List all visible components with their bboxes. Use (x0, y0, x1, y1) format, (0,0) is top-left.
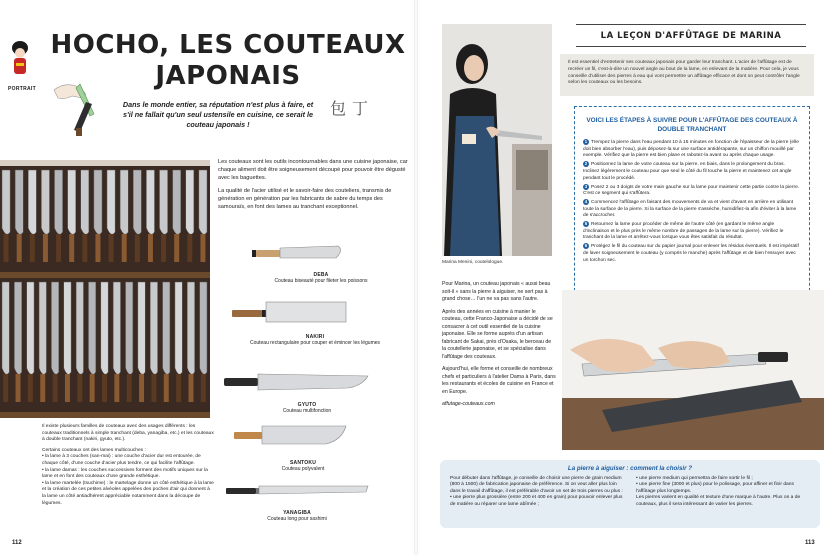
shop-knife-blade (76, 282, 83, 374)
step-item (583, 161, 801, 182)
shop-knife-handle (187, 234, 192, 262)
blade-types-text (42, 424, 214, 507)
shop-knife-blade (27, 282, 34, 374)
shop-knife-blade (163, 282, 170, 374)
title-line-2: JAPONAIS (155, 61, 301, 91)
photo-caption: Marina Menini, coutelologue. (442, 260, 504, 265)
knife-label-santoku (228, 460, 378, 473)
knife-name: YANAGIBA (283, 510, 311, 516)
step-item (583, 139, 801, 160)
shop-knife-blade (107, 170, 115, 234)
shop-knife-blade (187, 282, 194, 374)
shop-knife-handle (176, 374, 181, 402)
shop-knife-blade (2, 282, 9, 374)
choose-columns (450, 476, 810, 508)
choose-column-right: • une pierre medium qui permettra de faire sortir le fil ; • une pierre fine (3000 et plus) pour le polissage, pour affiner et finir dans l'affûtage plus longtemps. Les pierres varient en qualité et texture d'une marque à l'autre. Plus on a de couteaux, plus il sera intéressant de varier les pierres. (636, 476, 801, 507)
shop-knife-blade (199, 170, 207, 234)
shop-knife-blade (126, 282, 133, 374)
step-number-badge: 6 (584, 243, 588, 249)
lesson-intro-box: Il est essentiel d'entretenir ses couteaux japonais pour garder leur tranchant. L'acier de l'affûtage est de recréer un fil, c'est-à-dire un nouvel angle au bout de la lame, en enlevant de la matière. Pour cela, je vous conseille d'utiliser des pierres à eau qui vont permettre un affûtage efficace et dont on peut contrôler l'angle selon les couteaux ou les besoins. (560, 54, 814, 96)
knife-name: SANTOKU (289, 460, 317, 466)
shop-knife-handle (135, 234, 140, 262)
intro-paragraph-1: Les couteaux sont les outils incontournables dans une cuisine japonaise, car chaque aliment doit être soigneusement découpé pour pouvoir être dégusté avec les baguettes. (218, 159, 408, 182)
bullet-san-mai: • la lame à 3 couches (san-mai) : une couche d'acier dur est entourée, de chaque côté, d'une couche d'acier plus tendre, ce qui facilite l'affûtage. (42, 454, 201, 466)
shop-knife-blade (133, 170, 141, 234)
shop-knife-handle (65, 374, 70, 402)
shop-knife-handle (139, 374, 144, 402)
lesson-title: LA LEÇON D'AFFÛTAGE DE MARINA (576, 24, 806, 47)
title-line-1: HOCHO, LES COUTEAUX (50, 30, 406, 60)
intro-text (218, 158, 408, 217)
step-number-badge: 2 (584, 161, 588, 167)
knife-desc: Couteau rectangulaire pour couper et émincer les légumes (249, 340, 381, 347)
step-number-badge: 5 (584, 221, 588, 227)
shop-knife-handle (16, 374, 21, 402)
shop-knife-blade (113, 282, 120, 374)
bullet-tsuchime: • la lame martelée (tsuchime) : le martelage donne un côté esthétique à la lame et la création de ces petites alvéoles appelées des poches d'air qui donnent à la lame un côté antiadhérent appréciable notamment dans la découpe de légumes. (42, 480, 214, 506)
shop-knife-handle (127, 374, 132, 402)
shop-knife-blade (120, 170, 128, 234)
step-number-badge: 3 (584, 183, 588, 189)
shop-knife-handle (114, 374, 119, 402)
hand-holding-knife-illustration (50, 70, 112, 136)
shop-knife-handle (4, 234, 9, 262)
bio-paragraph-2: Après des années en cuisine à manier le couteau, cette Franco-Japonaise a décidé de se consacrer à cet outil essentiel de la cuisine japonaise. Elle se forme auprès d'un artisan fabricant de Sakai, près d'Osaka, le berceau de la coutellerie japonaise, et se spécialise dans l'affûtage des couteaux. (442, 308, 553, 360)
shop-knife-handle (43, 234, 48, 262)
shop-knife-blade (55, 170, 63, 234)
choose-column-left: Pour débuter dans l'affûtage, je conseille de choisir une pierre de grain medium (800 à 1500) de fabrication japonaise de préférence. Si on veut aller plus loin dans le travail d'affûtage, il est préférable d'avoir un set de trois pierres ou plus : • une pierre plus grossière (entre 200 et 400 en grain) pour pouvoir enlever plus de matière ou réparer une lame abîmée ; (450, 476, 623, 507)
marina-photo (442, 24, 552, 256)
shop-knife-handle (53, 374, 58, 402)
shop-knife-handle (40, 374, 45, 402)
knife-labels (218, 236, 414, 536)
website-link[interactable]: affutage-couteaux.com (442, 401, 495, 407)
shop-knife-blade (28, 170, 36, 234)
stone-choice-box (440, 460, 820, 528)
shop-knife-blade (15, 170, 23, 234)
shop-knife-blade (88, 282, 95, 374)
knife-name: DEBA (313, 272, 329, 278)
step-item (583, 199, 801, 220)
choose-title: La pierre à aiguiser : comment la choisir ? (567, 465, 693, 472)
shop-knife-blade (175, 282, 182, 374)
step-number-badge: 1 (584, 139, 588, 145)
steps-title: VOICI LES ÉTAPES À SUIVRE POUR L'AFFÛTAGE DES COUTEAUX À DOUBLE TRANCHANT (586, 117, 798, 133)
shop-knife-handle (188, 374, 193, 402)
sharpening-photo (562, 290, 824, 450)
shop-knife-handle (17, 234, 22, 262)
shop-knife-blade (138, 282, 145, 374)
knife-label-nakiri (240, 334, 390, 347)
shop-knife-blade (173, 170, 181, 234)
shop-knife-handle (90, 374, 95, 402)
shop-knife-blade (51, 282, 58, 374)
shop-knife-handle (28, 374, 33, 402)
intro-paragraph-2: La qualité de l'acier utilisé et le savoir-faire des couteliers, transmis de génération en génération par les fabricants de sabre du temps des samouraïs, en font des lames au tranchant exceptionnel. (218, 188, 392, 211)
shop-knife-handle (109, 234, 114, 262)
step-text: Protégez le fil du couteau sur du papier journal pour enlever les résidus éventuels. Il est impératif de laver soigneusement le couteau (y compris le manche) après l'affûtage et de bien l'essuyer avec un torchon sec. (583, 244, 799, 263)
shop-knife-blade (200, 282, 207, 374)
knife-name: NAKIRI (305, 334, 325, 340)
bio-paragraph-3: Aujourd'hui, elle forme et conseille de nombreux chefs et particuliers à l'atelier Dama à Paris, dans les restaurants et écoles de cuisine en France et en Europe. (442, 366, 556, 395)
step-text: Positionnez la lame de votre couteau sur la pierre, en biais, dans le prolongement du bras. Inclinez légèrement le couteau pour que seul le côté du fil touche la pierre et maintenez cet angle pendant tout le procédé. (583, 162, 792, 181)
step-number-badge: 4 (584, 199, 588, 205)
shop-knife-blade (14, 282, 21, 374)
shop-knife-handle (161, 234, 166, 262)
shop-knife-blade (150, 282, 157, 374)
knife-shop-photo (0, 160, 210, 418)
knife-desc: Couteau multifonction (282, 408, 332, 415)
knife-label-deba (246, 272, 396, 285)
shop-knife-handle (174, 234, 179, 262)
shop-knife-blade (41, 170, 49, 234)
shop-knife-handle (122, 234, 127, 262)
shop-knife-blade (101, 282, 108, 374)
shop-knife-handle (164, 374, 169, 402)
kanji-hocho: 包丁 (330, 99, 375, 118)
shop-knife-handle (30, 234, 35, 262)
shop-knife-handle (148, 234, 153, 262)
shop-knife-blade (94, 170, 102, 234)
shop-knife-blade (68, 170, 76, 234)
knife-desc: Couteau long pour sashimi (267, 516, 327, 523)
shop-knife-handle (69, 234, 74, 262)
shop-knife-handle (151, 374, 156, 402)
step-text: Commencez l'affûtage en faisant des mouvements de va et vient d'avant en arrière en utilisant toute la surface de la pierre. Si la surface de la pierre s'assèche, humidifiez-la afin d'éviter à la lame de s'accrocher. (583, 200, 797, 219)
step-item (583, 243, 801, 264)
shop-knife-handle (95, 234, 100, 262)
bio-paragraph-1: Pour Marina, un couteau japonais « aussi beau soit-il » sans la pierre à aiguiser, ne sert pas à grand chose… l'un ne va pas sans l'autre. (442, 281, 551, 302)
sharpening-steps-box (574, 106, 810, 306)
shop-knife-handle (3, 374, 8, 402)
knife-label-yanagiba (222, 510, 372, 523)
shop-knife-handle (201, 374, 206, 402)
shop-knife-blade (64, 282, 71, 374)
shop-knife-blade (146, 170, 154, 234)
page-number-left: 112 (12, 540, 22, 546)
shop-knife-handle (82, 234, 87, 262)
page-subtitle: Dans le monde entier, sa réputation n'est plus à faire, et s'il ne fallait qu'un seul ustensile en cuisine, ce serait le couteau japonais ! (122, 100, 314, 129)
multilayer-intro: Certains couteaux ont des lames multicouches : (42, 447, 146, 453)
section-label: PORTRAIT (8, 86, 36, 92)
step-item (583, 184, 801, 198)
knife-desc: Couteau biseauté pour fileter les poissons (274, 278, 368, 285)
step-text: Trempez la pierre dans l'eau pendant 10 à 15 minutes en fonction de l'épaisseur de la pierre (elle doit bien absorber l'eau), puis déposez-la sur une surface antidérapante, sur un chiffon mouillé par exemple. Vérifiez que la pierre est bien plane et rabotez-la avant ou après chaque usage. (583, 140, 799, 159)
step-text: Retournez la lame pour procéder de même de l'autre côté (en gardant le même angle d'inclinaison et le plus près le même nombre de passages de la lame sur la pierre). Vérifiez le tranchant de la lame et arrêtez-vous lorsque vous êtes satisfait du résultat. (583, 222, 784, 241)
shop-knife-blade (186, 170, 194, 234)
step-text: Posez 2 ou 3 doigts de votre main gauche sur la lame pour maintenir cette partie contre la pierre. C'est ce segment qui s'affûtera. (583, 184, 800, 197)
families-paragraph: Il existe plusieurs familles de couteaux avec des usages différents : les couteaux traditionnels à simple tranchant (deba, yanagiba, etc.) et les couteaux à double tranchant (nakiri, gyuto, etc.). (42, 424, 214, 443)
shop-knife-blade (39, 282, 46, 374)
shop-knife-blade (81, 170, 89, 234)
shop-knife-handle (56, 234, 61, 262)
bullet-damas: • la lame damas : les couches successives forment des motifs uniques sur la lame et en font des couteaux d'une grande esthétique. (42, 467, 208, 480)
step-item (583, 221, 801, 242)
shop-knife-blade (2, 170, 10, 234)
page-gutter (414, 0, 418, 555)
geisha-portrait-icon (8, 38, 32, 80)
knife-desc: Couteau polyvalent (281, 466, 325, 473)
shop-knife-handle (200, 234, 205, 262)
shop-knife-handle (77, 374, 82, 402)
knife-name: GYUTO (297, 402, 317, 408)
page-number-right: 113 (805, 540, 815, 546)
marina-bio-text (442, 281, 556, 414)
shop-knife-handle (102, 374, 107, 402)
shop-knife-blade (160, 170, 168, 234)
knife-label-gyuto (232, 402, 382, 415)
